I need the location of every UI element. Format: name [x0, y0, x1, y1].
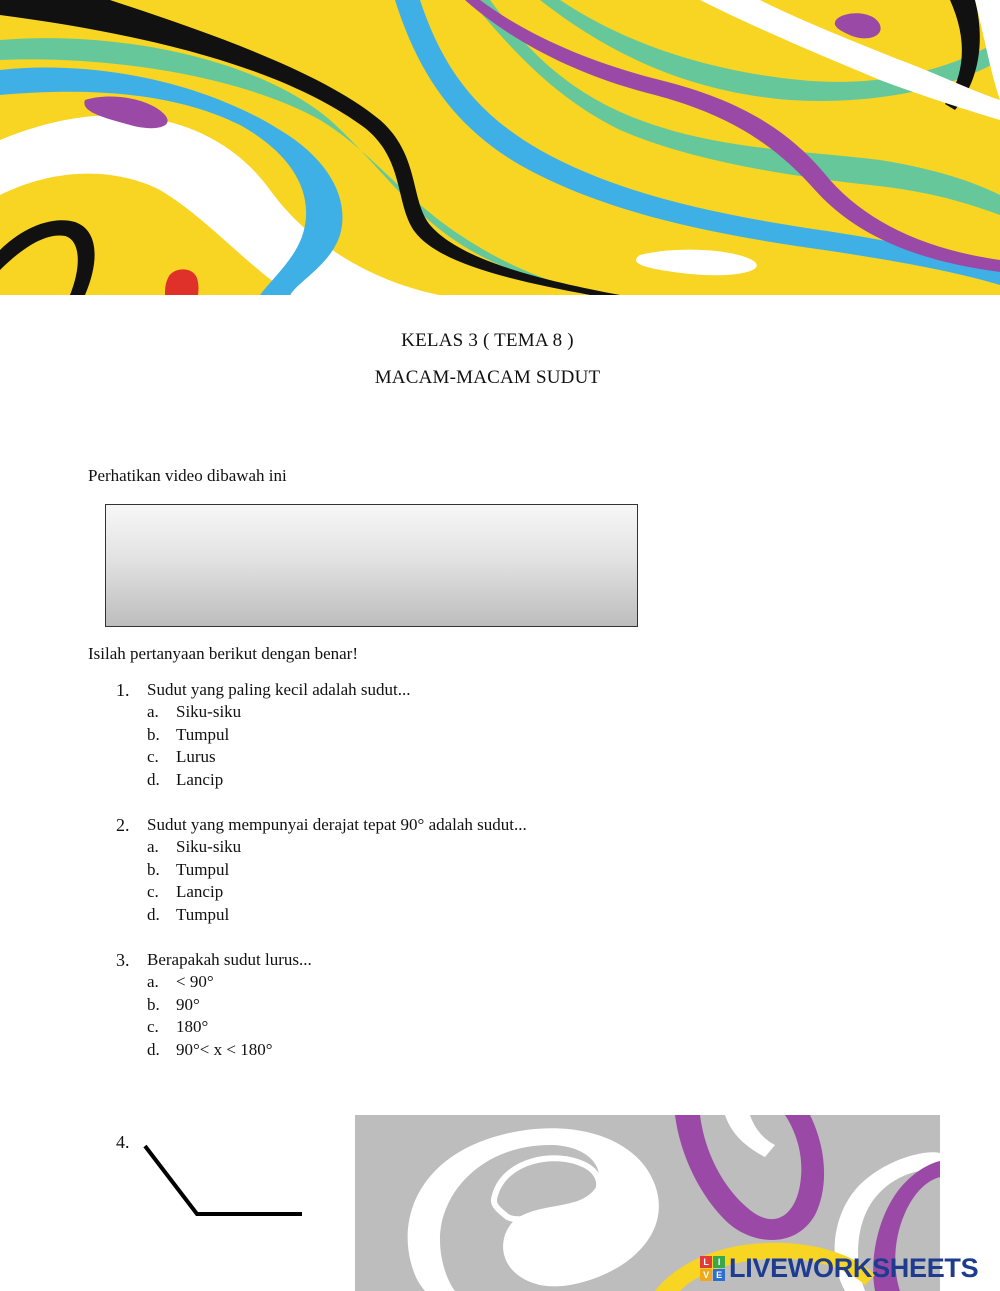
question-text: Sudut yang mempunyai derajat tepat 90° adalah sudut...	[147, 815, 527, 834]
option-a[interactable]	[147, 701, 410, 724]
questions-instruction: Isilah pertanyaan berikut dengan benar!	[88, 644, 358, 663]
option-d[interactable]	[147, 1039, 312, 1062]
option-letter: a.	[147, 702, 159, 721]
page-title: KELAS 3 ( TEMA 8 )	[401, 330, 574, 351]
option-text: Tumpul	[176, 859, 230, 879]
option-text: Tumpul	[176, 724, 230, 744]
option-c[interactable]	[147, 1016, 312, 1039]
option-text: Lurus	[176, 747, 216, 766]
option-text: Siku-siku	[176, 702, 242, 721]
question-2	[116, 814, 527, 926]
option-c[interactable]	[147, 746, 410, 769]
option-text: 180°	[176, 1017, 209, 1036]
option-text: 90°	[176, 994, 200, 1014]
video-instruction: Perhatikan video dibawah ini	[88, 466, 287, 485]
option-text: Siku-siku	[176, 837, 242, 856]
option-letter: d.	[147, 904, 160, 924]
question-4-number: 4.	[116, 1132, 130, 1152]
page-subtitle: MACAM-MACAM SUDUT	[374, 367, 601, 388]
option-letter: c.	[147, 1017, 159, 1036]
logo-text: LIVEWORKSHEETS	[729, 1253, 979, 1283]
option-text: 90°< x < 180°	[176, 1039, 273, 1059]
question-number: 1.	[116, 680, 130, 700]
option-letter: c.	[147, 747, 159, 766]
option-letter: a.	[147, 837, 159, 856]
liveworksheets-logo	[700, 1253, 978, 1284]
option-letter: a.	[147, 972, 159, 991]
option-text: Tumpul	[176, 904, 230, 924]
option-d[interactable]	[147, 769, 410, 792]
question-text: Sudut yang paling kecil adalah sudut...	[147, 680, 411, 699]
option-a[interactable]	[147, 836, 527, 859]
header-banner	[0, 0, 1000, 295]
option-letter: b.	[147, 724, 160, 744]
option-letter: d.	[147, 769, 160, 789]
option-b[interactable]	[147, 724, 410, 747]
option-a[interactable]	[147, 971, 312, 994]
obtuse-angle-figure	[140, 1140, 310, 1225]
option-b[interactable]	[147, 994, 312, 1017]
option-letter: d.	[147, 1039, 160, 1059]
question-3	[116, 949, 312, 1061]
option-letter: b.	[147, 994, 160, 1014]
option-c[interactable]	[147, 881, 527, 904]
video-embed[interactable]	[105, 504, 638, 627]
option-text: < 90°	[176, 972, 214, 991]
question-number: 2.	[116, 815, 130, 835]
logo-mark-icon: L I V E	[700, 1256, 725, 1281]
option-letter: b.	[147, 859, 160, 879]
option-text: Lancip	[176, 769, 224, 789]
option-d[interactable]	[147, 904, 527, 927]
option-text: Lancip	[176, 882, 224, 901]
option-b[interactable]	[147, 859, 527, 882]
question-number: 3.	[116, 950, 130, 970]
question-text: Berapakah sudut lurus...	[147, 950, 312, 969]
question-1	[116, 679, 410, 791]
option-letter: c.	[147, 882, 159, 901]
